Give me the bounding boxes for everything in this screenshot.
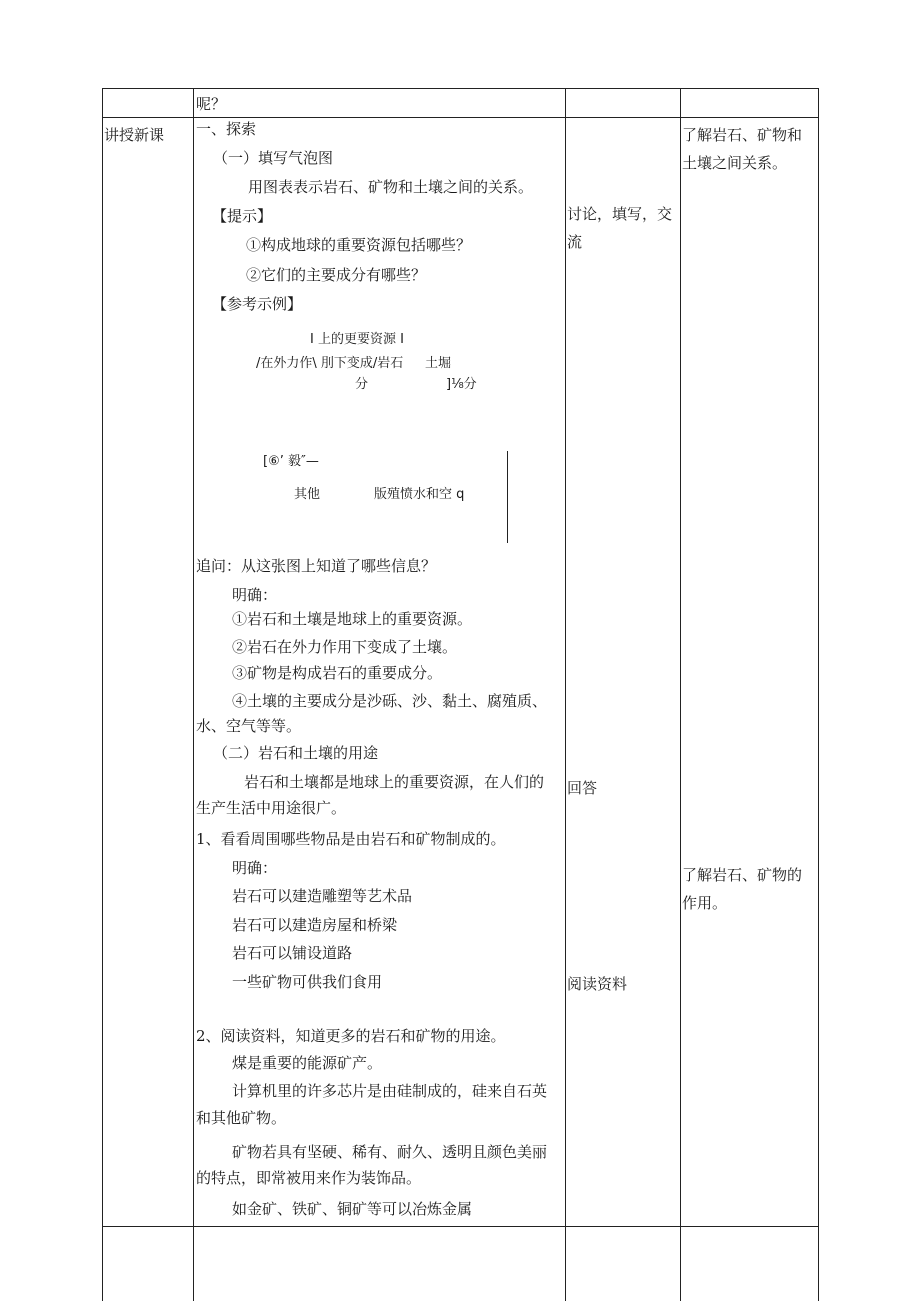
phase-label: 讲授新课 [104,126,165,144]
student-activity: 讨论，填写，交 [567,205,673,223]
info-item-continued: 水、空气等等。 [196,717,302,735]
info-item: ④土壤的主要成分是沙砾、沙、黏土、腐殖质、 [232,692,548,710]
info-item: ②岩石在外力作用下变成了土壤。 [232,638,458,656]
reading-item: 矿物若具有坚硬、稀有、耐久、透明且颜色美丽 [232,1143,548,1161]
reading-item: 煤是重要的能源矿产。 [232,1054,383,1072]
hint-item: ②它们的主要成分有哪些？ [246,266,427,284]
table-top-border [102,88,819,89]
table-right-border [818,88,819,1301]
diagram-text: 其他 [294,487,321,502]
diagram-text: ]⅛分 [446,377,477,392]
subsection-heading: （一）填写气泡图 [213,149,334,167]
paragraph: 岩石和土壤都是地球上的重要资源，在人们的 [244,773,545,791]
info-item: ③矿物是构成岩石的重要成分。 [232,664,443,682]
question: 1、看看周围哪些物品是由岩石和矿物制成的。 [196,830,506,848]
use-item: 岩石可以建造房屋和桥梁 [232,916,398,934]
info-item: ①岩石和土壤是地球上的重要资源。 [232,610,473,628]
reading-item: 计算机里的许多芯片是由硅制成的，硅来自石英 [232,1082,548,1100]
section-heading: 一、探索 [196,120,257,138]
diagram-text: /在外力作\ 刖下变成/岩石 [256,356,404,371]
diagram-text: 分 [355,377,369,392]
question: 2、阅读资料，知道更多的岩石和矿物的用途。 [196,1027,506,1045]
subsection-heading: （二）岩石和土壤的用途 [213,744,379,762]
reading-item-continued: 和其他矿物。 [196,1109,287,1127]
follow-up-question: 追问：从这张图上知道了哪些信息？ [196,557,437,575]
student-activity: 回答 [567,779,598,797]
table-left-border [102,88,103,1301]
diagram-line [507,451,508,543]
use-item: 一些矿物可供我们食用 [232,973,383,991]
use-item: 岩石可以铺设道路 [232,944,353,962]
student-activity-continued: 流 [567,233,583,251]
design-intent-continued: 作用。 [682,894,728,912]
reading-item: 如金矿、铁矿、铜矿等可以冶炼金属 [232,1200,473,1218]
table-bottom-border [102,1226,819,1227]
hint-item: ①构成地球的重要资源包括哪些？ [246,236,472,254]
design-intent: 了解岩石、矿物和 [682,126,803,144]
design-intent: 了解岩石、矿物的 [682,866,803,884]
clarify-label: 明确： [232,859,278,877]
column-divider-1 [193,88,194,1301]
reading-item-continued: 的特点，即常被用来作为装饰品。 [196,1169,422,1187]
column-divider-2 [565,88,566,1301]
hint-label: 【提示】 [212,207,273,225]
diagram-text: I 上的更要资源 I [310,332,404,347]
column-divider-3 [680,88,681,1301]
clarify-label: 明确： [232,586,278,604]
paragraph: 用图表表示岩石、矿物和土壤之间的关系。 [248,178,534,196]
top-row-content: 呢？ [196,95,227,113]
example-label: 【参考示例】 [212,295,303,313]
row-divider [102,117,819,118]
design-intent-continued: 土壤之间关系。 [682,154,788,172]
paragraph-continued: 生产生活中用途很广。 [196,799,347,817]
diagram-text: 版殖愤水和空 q [374,487,465,502]
student-activity: 阅读资料 [567,975,628,993]
diagram-text: [⑥’ 毅″— [263,454,319,469]
use-item: 岩石可以建造雕塑等艺术品 [232,887,413,905]
diagram-text: 土堀 [425,356,452,371]
